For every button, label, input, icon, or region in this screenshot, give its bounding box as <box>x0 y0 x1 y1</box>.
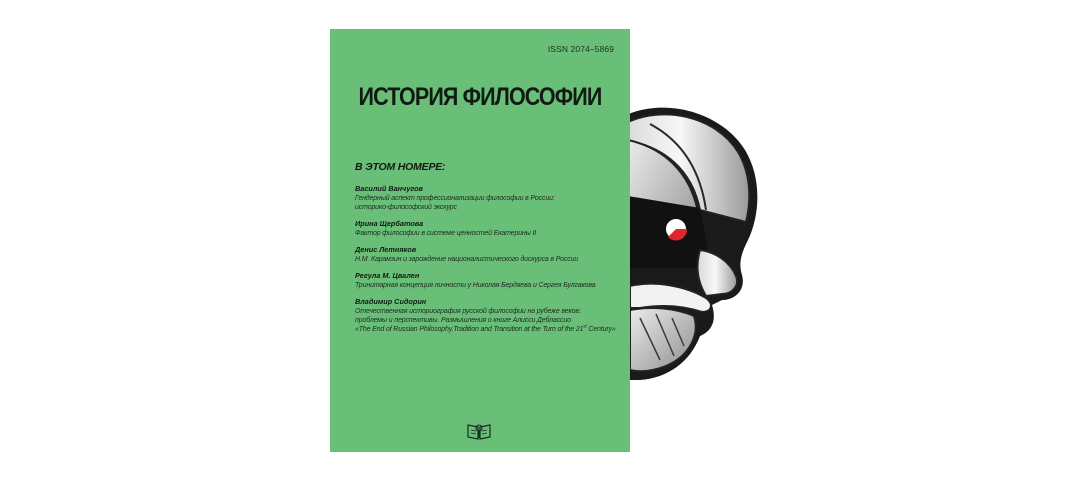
journal-title: ИСТОРИЯ ФИЛОСОФИИ <box>358 83 602 111</box>
journal-cover <box>330 29 630 452</box>
in-issue-heading: В ЭТОМ НОМЕРЕ: <box>355 161 446 173</box>
entry-title-line: Тринитарная концепция личности у Николая Бердяева и Сергея Булгакова <box>355 282 596 289</box>
entry-title-suffix: Century» <box>586 326 616 333</box>
entry-title-line <box>355 325 625 334</box>
entry-author: Регула М. Цвален <box>355 271 420 280</box>
entry-title-line: Фактор философии в системе ценностей Екатерины II <box>355 230 537 237</box>
contents-entry <box>355 245 625 264</box>
entry-author: Денис Летняков <box>355 245 417 254</box>
contents-entry <box>355 184 625 212</box>
entry-title-line: Гендерный аспект профессионализации философии в России: <box>355 195 555 202</box>
contents-list <box>355 161 625 341</box>
robot-head-icon <box>620 108 757 380</box>
issn-label: ISSN 2074–5869 <box>547 44 614 54</box>
publisher-logo-icon <box>466 421 492 441</box>
contents-entry <box>355 271 625 290</box>
entry-title-line: Отечественная историография русской философии на рубеже веков: <box>355 308 581 315</box>
contents-entry <box>355 219 625 238</box>
entry-title-line: историко-философский экскурс <box>355 204 457 211</box>
entry-author: Василий Ванчугов <box>355 184 423 193</box>
entry-title-text: «The End of Russian Philosophy.Tradition and Transition at the Turn of the 21 <box>355 326 584 333</box>
entry-author: Владимир Сидорин <box>355 297 427 306</box>
contents-entry <box>355 297 625 334</box>
entry-title-line: Н.М. Карамзин и зарождение националистического дискурса в России <box>355 256 579 263</box>
entry-title-line: проблемы и перспективы. Размышления о книге Алисси Деблассио <box>355 317 571 324</box>
ordinal-superscript: st <box>583 323 587 329</box>
entry-author: Ирина Щербатова <box>355 219 424 228</box>
